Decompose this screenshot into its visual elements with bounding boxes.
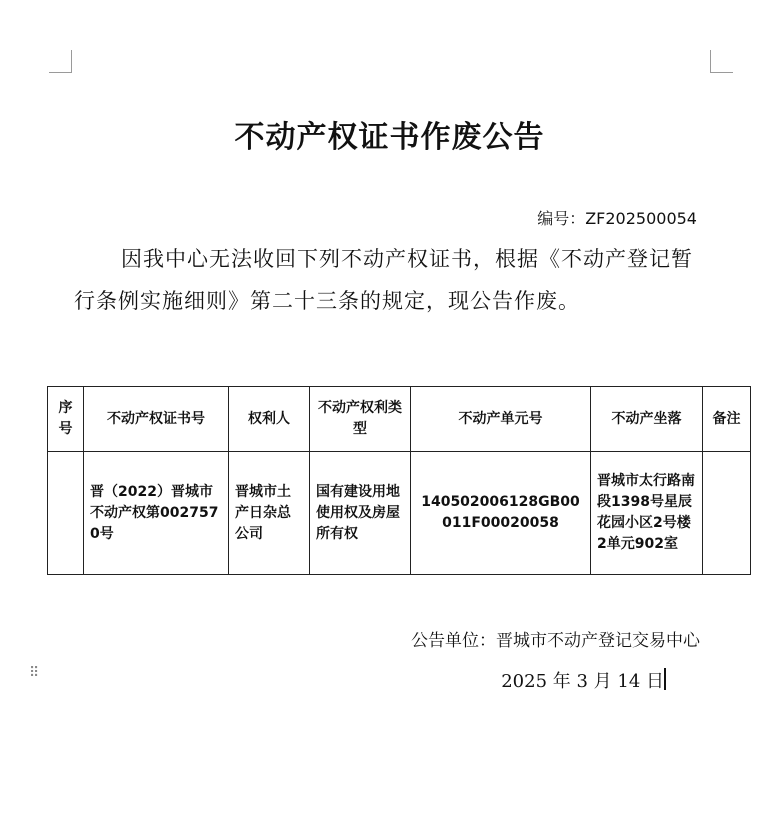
header-right-type: 不动产权利类型 [310,387,411,452]
header-remark: 备注 [703,387,751,452]
drag-handle-icon[interactable]: ⠿ [29,665,40,681]
cell-location: 晋城市太行路南段1398号星辰花园小区2号楼2单元902室 [591,452,703,575]
header-location: 不动产坐落 [591,387,703,452]
body-paragraph: 因我中心无法收回下列不动产权证书，根据《不动产登记暂行条例实施细则》第二十三条的规定，现公告作废。 [74,247,693,313]
cell-seq [48,452,84,575]
cell-unit-no: 140502006128GB00011F00020058 [411,452,591,575]
table-row [48,452,751,575]
issue-date: 2025 年 3 月 14 日 [501,671,664,692]
header-holder: 权利人 [229,387,310,452]
header-cert-no: 不动产权证书号 [84,387,229,452]
issuer: 公告单位：晋城市不动产登记交易中心 [411,631,700,651]
text-cursor [664,668,666,690]
page-corner-mark-top-right [710,50,733,73]
cell-cert-no: 晋（2022）晋城市不动产权第0027570号 [84,452,229,575]
page-title: 不动产权证书作废公告 [234,120,545,155]
cell-right-type: 国有建设用地使用权及房屋所有权 [310,452,411,575]
header-unit-no: 不动产单元号 [411,387,591,452]
certificate-table [47,386,751,575]
header-seq: 序号 [48,387,84,452]
table-header-row [48,387,751,452]
page-corner-mark-top-left [49,50,72,73]
cell-remark [703,452,751,575]
cell-holder: 晋城市土产日杂总公司 [229,452,310,575]
document-number: 编号：ZF202500054 [537,209,697,228]
